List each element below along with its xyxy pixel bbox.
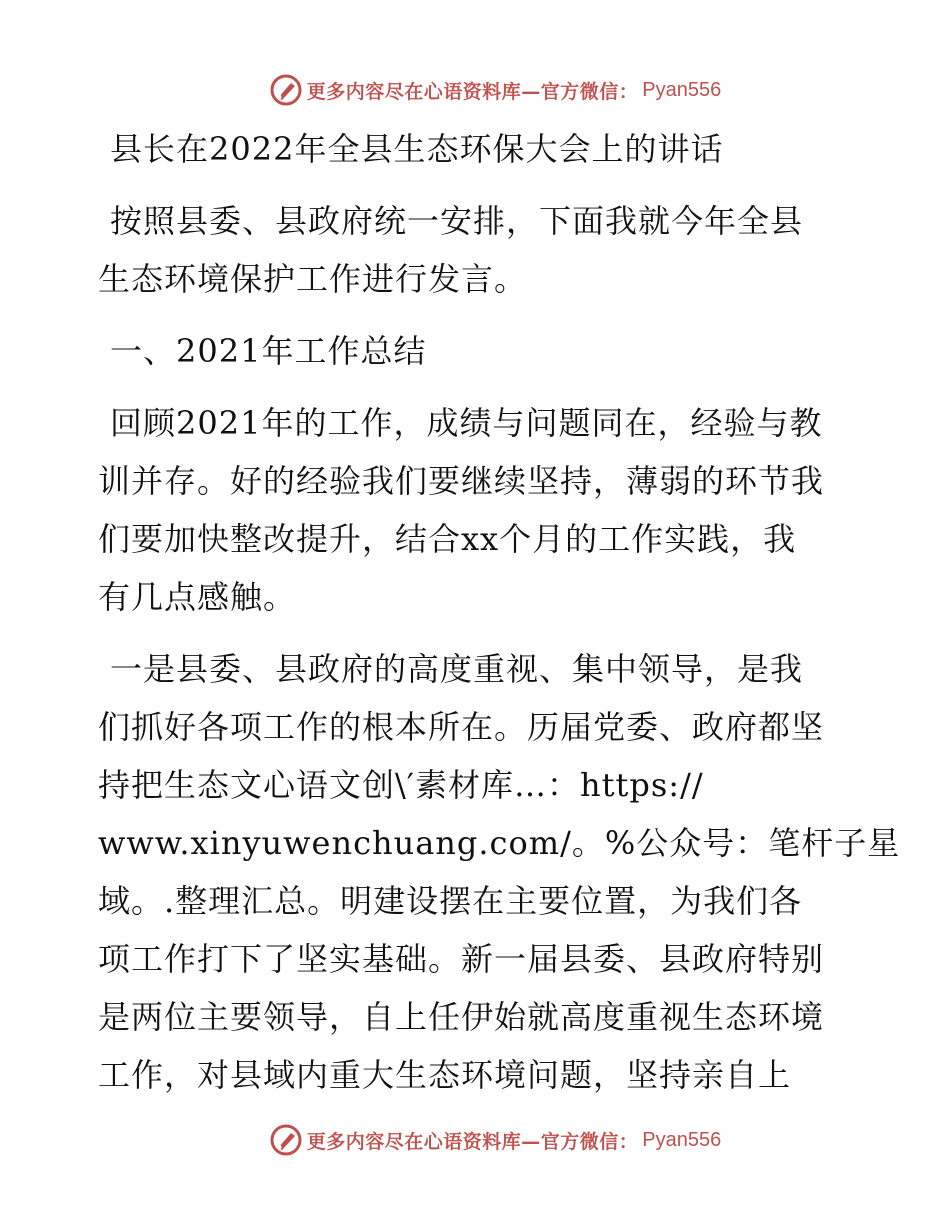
- banner-text: 更多内容尽在心语资料库—官方微信：: [306, 80, 639, 103]
- banner-text: 更多内容尽在心语资料库—官方微信：: [306, 1130, 639, 1153]
- para2-line-3: 持把生态文心语文创\′素材库…：https://: [98, 766, 704, 804]
- para1-line-2: 训并存。好的经验我们要继续坚持，薄弱的环节我: [98, 462, 825, 500]
- banner-content: [269, 73, 721, 107]
- section-heading-1: 一、2021年工作总结: [110, 332, 427, 370]
- wechat-id: Pyan556: [642, 1128, 722, 1151]
- intro-line-1: 按照县委、县政府统一安排，下面我就今年全县: [110, 202, 804, 240]
- header-banner: [0, 70, 950, 110]
- document-body: [98, 120, 901, 1104]
- para2-line-5: 域。.整理汇总。明建设摆在主要位置，为我们各: [98, 882, 803, 920]
- intro-line-2: 生态环境保护工作进行发言。: [98, 260, 528, 298]
- para1-line-4: 有几点感触。: [98, 578, 297, 616]
- para1-line-1: 回顾2021年的工作，成绩与问题同在，经验与教: [110, 404, 823, 442]
- para2-line-4: www.xinyuwenchuang.com/。%公众号：笔杆子星: [98, 824, 901, 862]
- para2-line-8: 工作，对县域内重大生态环境问题，坚持亲自上: [98, 1056, 792, 1094]
- para2-line-1: 一是县委、县政府的高度重视、集中领导，是我: [110, 650, 804, 688]
- para2-line-2: 们抓好各项工作的根本所在。历届党委、政府都坚: [98, 708, 825, 746]
- wechat-id: Pyan556: [642, 78, 722, 101]
- footer-banner: [0, 1120, 950, 1160]
- para1-line-3: 们要加快整改提升，结合xx个月的工作实践，我: [98, 520, 797, 558]
- banner-content: [269, 1123, 721, 1157]
- pen-circle-logo-icon: [269, 73, 303, 107]
- pen-circle-logo-icon: [269, 1123, 303, 1157]
- para2-line-7: 是两位主要领导，自上任伊始就高度重视生态环境: [98, 998, 825, 1036]
- document-title: 县长在2022年全县生态环保大会上的讲话: [110, 130, 724, 168]
- para2-line-6: 项工作打下了坚实基础。新一届县委、县政府特别: [98, 940, 825, 978]
